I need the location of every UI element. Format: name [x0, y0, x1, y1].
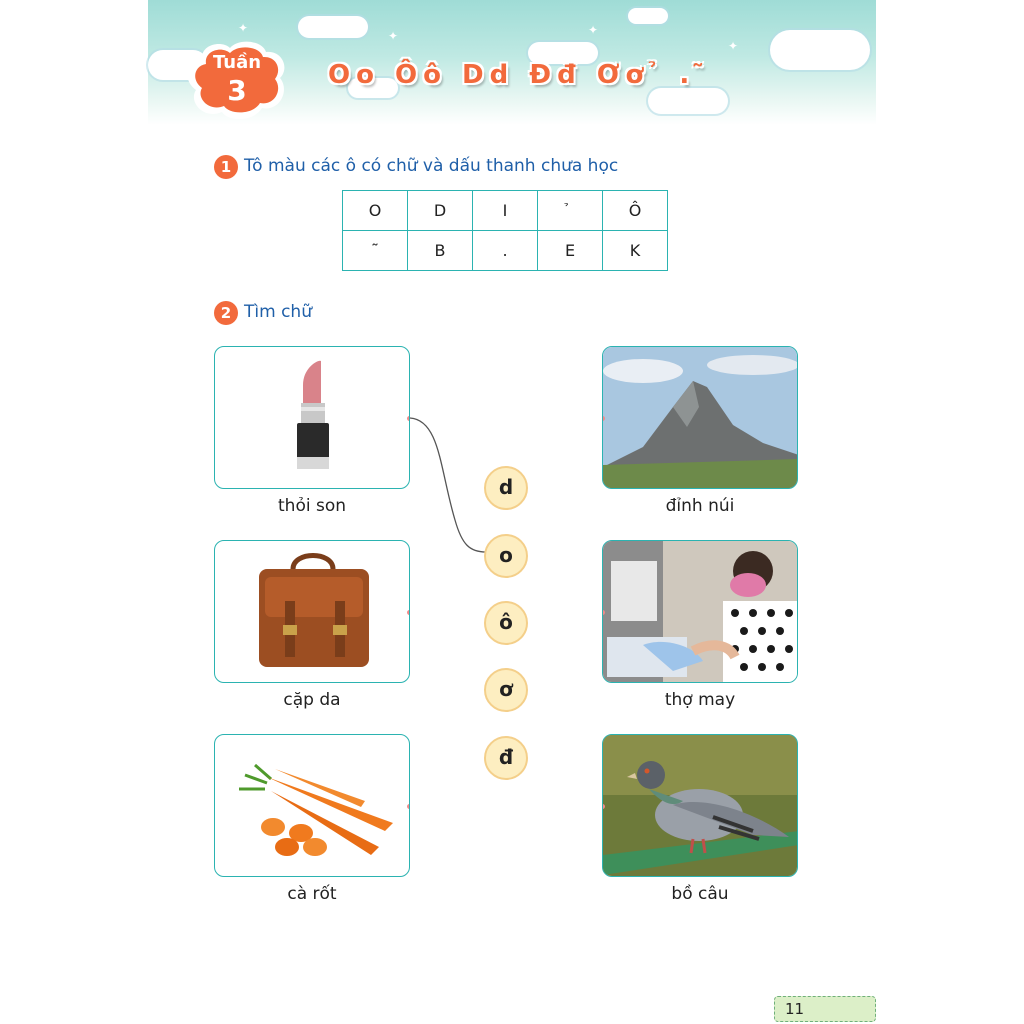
- grid-row: [343, 191, 668, 231]
- grid-cell[interactable]: I: [473, 191, 538, 231]
- picture-card-lipstick[interactable]: [214, 346, 410, 489]
- exercise-number: 1: [214, 155, 238, 179]
- page-number: 11: [785, 1000, 805, 1018]
- cloud-decoration: [298, 16, 368, 38]
- grid-cell[interactable]: B: [408, 231, 473, 271]
- leather-bag-picture: [215, 541, 410, 683]
- letter-circle-o[interactable]: o: [484, 534, 528, 578]
- mountain-peak-picture: [603, 347, 798, 489]
- tailor-sewing-picture: [603, 541, 798, 683]
- letter-circle-o-circumflex[interactable]: ô: [484, 601, 528, 645]
- grid-cell[interactable]: [538, 191, 603, 231]
- pigeon-picture: [603, 735, 798, 877]
- picture-caption: cặp da: [283, 690, 341, 710]
- lipstick-picture: [215, 347, 410, 489]
- picture-card-pigeon[interactable]: [602, 734, 798, 877]
- match-dot[interactable]: [407, 416, 410, 421]
- picture-caption: thợ may: [664, 690, 736, 710]
- cloud-decoration: [628, 8, 668, 24]
- header-banner: [148, 0, 876, 125]
- answer-connector-line: [400, 410, 490, 560]
- picture-card-leather-bag[interactable]: [214, 540, 410, 683]
- picture-caption: đỉnh núi: [665, 496, 735, 516]
- sparkle-icon: ✦: [728, 39, 739, 53]
- carrots-picture: [215, 735, 410, 877]
- cloud-decoration: [648, 88, 728, 114]
- match-dot[interactable]: [407, 804, 410, 809]
- sparkle-icon: ✦: [388, 29, 399, 43]
- letter-circle-o-horn[interactable]: ơ: [484, 668, 528, 712]
- exercise-instruction: Tô màu các ô có chữ và dấu thanh chưa học: [244, 156, 619, 176]
- page-number-tag: [774, 996, 876, 1022]
- exercise-instruction: Tìm chữ: [244, 302, 312, 322]
- picture-caption: bồ câu: [671, 884, 729, 904]
- exercise-number: 2: [214, 301, 238, 325]
- grid-cell[interactable]: K: [603, 231, 668, 271]
- match-dot[interactable]: [407, 610, 410, 615]
- grid-row: [343, 231, 668, 271]
- badge-word: Tuần: [212, 52, 262, 73]
- picture-caption: cà rốt: [287, 884, 337, 904]
- grid-cell[interactable]: D: [408, 191, 473, 231]
- grid-cell[interactable]: E: [538, 231, 603, 271]
- picture-caption: thỏi son: [278, 496, 346, 516]
- grid-cell[interactable]: .: [473, 231, 538, 271]
- grid-cell[interactable]: ˜: [343, 231, 408, 271]
- picture-card-mountain-peak[interactable]: [602, 346, 798, 489]
- cloud-decoration: [770, 30, 870, 70]
- letter-circle-d-stroke[interactable]: đ: [484, 736, 528, 780]
- lesson-title: Oo Ôô Dd Đđ Ơơ ̉ . ̃: [328, 60, 711, 90]
- badge-week-number: 3: [227, 74, 247, 107]
- picture-card-carrots[interactable]: [214, 734, 410, 877]
- sparkle-icon: ✦: [588, 23, 599, 37]
- grid-cell[interactable]: Ô: [603, 191, 668, 231]
- sparkle-icon: ✦: [238, 21, 249, 35]
- letter-grid: [342, 190, 668, 271]
- letter-circle-d[interactable]: d: [484, 466, 528, 510]
- picture-card-tailor-sewing[interactable]: [602, 540, 798, 683]
- grid-cell[interactable]: O: [343, 191, 408, 231]
- week-badge: [182, 38, 292, 122]
